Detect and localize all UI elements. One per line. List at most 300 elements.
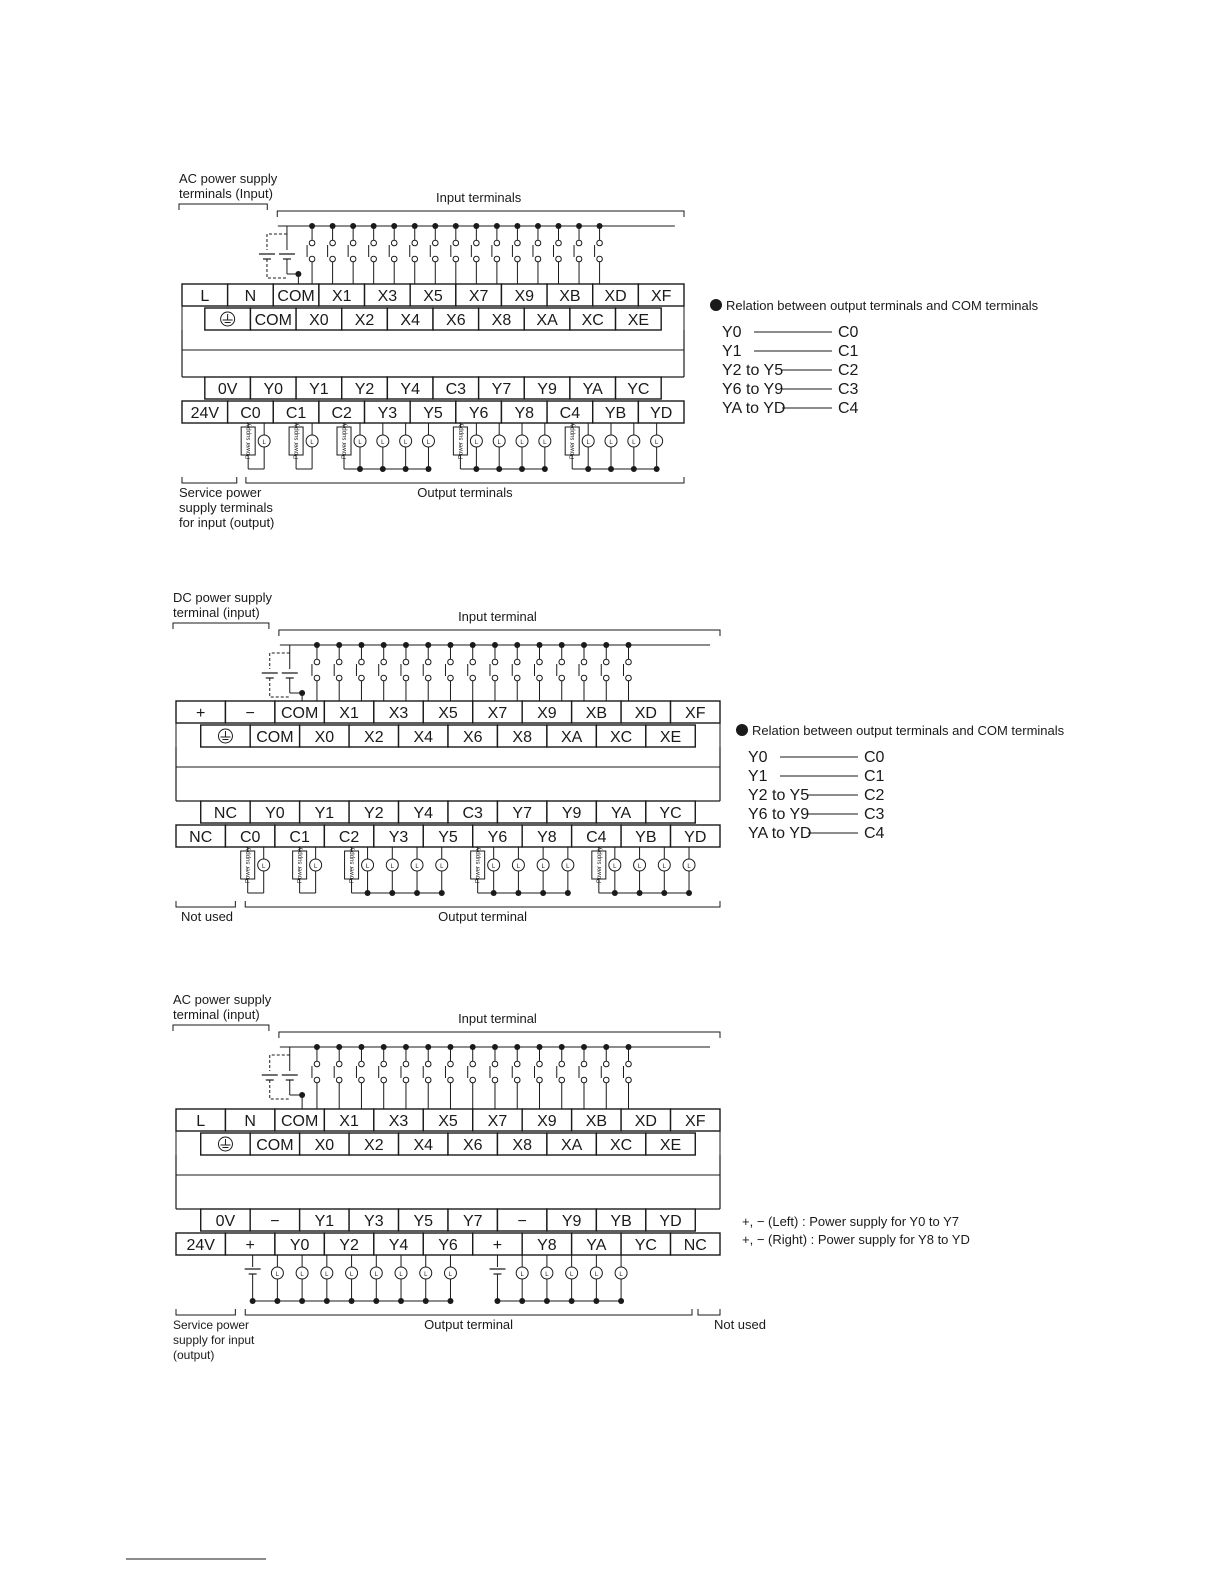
input-switch: [533, 223, 541, 284]
relation-output: Y0: [748, 749, 768, 766]
switch-contact: [330, 256, 336, 262]
output-row4-label: C1: [289, 829, 310, 846]
switch-contact: [391, 256, 397, 262]
relation-output: Y6 to Y9: [748, 806, 810, 823]
input-switch: [410, 223, 418, 284]
output-row4-label: +: [492, 1237, 503, 1254]
input-switch: [490, 642, 498, 701]
input-switch: [401, 642, 409, 701]
input-row2-label: XA: [560, 1137, 583, 1154]
power-bracket: [173, 623, 269, 629]
output-row4-label: Y6: [487, 829, 508, 846]
power-supply-box: [471, 847, 485, 883]
power-supply-label: Power supply: [596, 846, 603, 884]
input-row2-label: XA: [536, 312, 558, 329]
power-supply-label: terminal (input): [173, 605, 260, 620]
switch-contact: [559, 1061, 565, 1067]
battery-icon: [262, 673, 278, 678]
output-row4-label: Y8: [537, 1237, 557, 1254]
input-switch: [490, 1044, 498, 1109]
switch-contact: [626, 1077, 632, 1083]
output-row4-label: C4: [586, 829, 607, 846]
relation-com: C1: [864, 768, 885, 785]
input-row2-label: XC: [609, 729, 633, 746]
bottom-left-label: Service power: [179, 485, 262, 500]
junction-dot: [336, 642, 342, 648]
power-supply-label: Power supply: [458, 422, 465, 460]
power-supply-box: [592, 847, 606, 883]
output-row3-label: −: [270, 1213, 280, 1230]
load-label: L: [424, 1272, 428, 1278]
input-row2-label: X2: [354, 312, 375, 329]
junction-dot: [299, 690, 305, 696]
load-label: L: [516, 864, 521, 870]
relation-com: C4: [864, 825, 885, 842]
battery-icon: [245, 1269, 261, 1274]
switch-contact: [425, 659, 431, 665]
power-supply-label: terminals (Input): [179, 186, 273, 201]
junction-dot: [447, 642, 453, 648]
switch-contact: [432, 240, 438, 246]
input-row1-label: XF: [685, 1113, 706, 1130]
output-row3-label: Y9: [561, 805, 582, 822]
switch-contact: [537, 675, 543, 681]
switch-contact: [359, 1061, 365, 1067]
input-row2-label: X0: [309, 312, 329, 329]
output-row4-label: Y0: [289, 1237, 310, 1254]
input-switch: [579, 1044, 587, 1109]
output-row4-label: Y6: [438, 1237, 458, 1254]
switch-contact: [581, 675, 587, 681]
junction-dot: [492, 642, 498, 648]
input-row1-label: X9: [514, 288, 535, 305]
relation-com: C2: [838, 362, 859, 379]
junction-dot: [556, 223, 562, 229]
input-row1-label: N: [244, 288, 257, 305]
power-supply-box: [293, 847, 307, 883]
junction-dot: [536, 1044, 542, 1050]
switch-contact: [453, 256, 459, 262]
switch-contact: [470, 1077, 476, 1083]
output-row4-label: Y6: [468, 405, 489, 422]
input-row1-label: X7: [487, 1113, 508, 1130]
output-row4-label: YD: [650, 405, 673, 422]
input-row1-label: X3: [388, 1113, 409, 1130]
power-note: +, − (Left) : Power supply for Y0 to Y7: [742, 1214, 960, 1229]
input-row2-label: COM: [256, 729, 294, 746]
input-switch: [512, 642, 520, 701]
junction-dot: [336, 1044, 342, 1050]
load-label: L: [541, 864, 545, 870]
junction-dot: [391, 223, 397, 229]
output-row4-label: YB: [604, 405, 627, 422]
power-supply-box: [241, 423, 255, 459]
switch-contact: [336, 659, 342, 665]
power-supply-label: AC power supply: [173, 992, 272, 1007]
input-switch: [328, 223, 336, 284]
switch-contact: [535, 240, 541, 246]
switch-contact: [432, 256, 438, 262]
output-row3-label: C3: [445, 381, 467, 398]
input-switch: [468, 642, 476, 701]
output-row3-label: Y9: [537, 381, 557, 398]
junction-dot: [425, 642, 431, 648]
switch-contact: [603, 675, 609, 681]
input-row1-label: X1: [339, 1113, 359, 1130]
bottom-left-label: (output): [173, 1348, 215, 1362]
output-row3-label: Y3: [364, 1213, 384, 1230]
switch-contact: [576, 256, 582, 262]
input-switch: [379, 1044, 387, 1109]
load-label: L: [566, 864, 570, 870]
switch-contact: [559, 659, 565, 665]
input-switch: [356, 642, 364, 701]
junction-dot: [371, 223, 377, 229]
switch-contact: [425, 675, 431, 681]
load-label: L: [415, 864, 419, 870]
output-row4-label: +: [245, 1237, 255, 1254]
input-switch: [492, 223, 500, 284]
bottom-left-label: Not used: [181, 909, 234, 924]
power-supply-label: Power supply: [342, 422, 349, 460]
input-row1-label: X7: [468, 288, 489, 305]
input-switch: [579, 642, 587, 701]
input-switch: [471, 223, 479, 284]
output-row3-label: Y9: [561, 1213, 582, 1230]
input-terminal-label: Input terminals: [436, 190, 522, 205]
output-row4-label: Y2: [339, 1237, 359, 1254]
input-switch: [468, 1044, 476, 1109]
power-supply-box: [337, 423, 351, 459]
load-label: L: [358, 440, 362, 446]
output-terminal-label: Output terminal: [424, 1317, 514, 1332]
battery-icon: [279, 254, 295, 259]
power-supply-label: Power supply: [294, 422, 301, 460]
junction-dot: [403, 1044, 409, 1050]
input-switch: [534, 1044, 542, 1109]
input-row1-label: X1: [339, 705, 359, 722]
junction-dot: [626, 642, 632, 648]
input-switch: [451, 223, 459, 284]
bottom-left-label: Service power: [173, 1318, 250, 1332]
relation-title: Relation between output terminals and COM terminals: [752, 723, 1065, 738]
power-supply-label: Power supply: [475, 846, 482, 884]
output-row3-label: Y0: [265, 805, 285, 822]
power-bracket: [173, 1025, 269, 1031]
relation-output: Y0: [722, 324, 742, 341]
bottom-left-label: supply terminals: [179, 500, 273, 515]
input-bracket: [279, 1032, 720, 1038]
switch-contact: [535, 256, 541, 262]
input-row1-label: X9: [537, 705, 557, 722]
input-row2-label: XE: [627, 312, 650, 329]
output-bracket: [245, 901, 720, 907]
input-switch: [512, 1044, 520, 1109]
switch-contact: [597, 240, 603, 246]
switch-contact: [492, 659, 498, 665]
output-row4-label: Y4: [388, 1237, 409, 1254]
load-label: L: [613, 864, 617, 870]
input-switch: [423, 642, 431, 701]
switch-contact: [309, 256, 315, 262]
load-label: L: [325, 1272, 329, 1278]
switch-contact: [453, 240, 459, 246]
input-switch: [356, 1044, 364, 1109]
junction-dot: [432, 223, 438, 229]
relation-com: C0: [864, 749, 885, 766]
switch-contact: [492, 1061, 498, 1067]
relation-output: YA to YD: [748, 825, 812, 842]
switch-contact: [350, 256, 356, 262]
junction-dot: [381, 1044, 387, 1050]
junction-dot: [412, 223, 418, 229]
switch-contact: [556, 256, 562, 262]
output-row4-label: NC: [189, 829, 213, 846]
junction-dot: [381, 642, 387, 648]
relation-output: Y1: [748, 768, 768, 785]
input-bracket: [279, 630, 720, 636]
switch-contact: [336, 675, 342, 681]
switch-contact: [559, 1077, 565, 1083]
output-row4-label: NC: [683, 1237, 707, 1254]
output-terminal-label: Output terminals: [417, 485, 513, 500]
switch-contact: [350, 240, 356, 246]
power-supply-box: [453, 423, 467, 459]
input-switch: [624, 1044, 632, 1109]
output-row4-label: YB: [635, 829, 657, 846]
input-switch: [348, 223, 356, 284]
input-row2-label: XC: [581, 312, 604, 329]
load-label: L: [300, 1272, 304, 1278]
input-row2-label: XC: [609, 1137, 633, 1154]
input-switch: [445, 1044, 453, 1109]
relation-com: C2: [864, 787, 885, 804]
switch-contact: [309, 240, 315, 246]
input-switch: [595, 223, 603, 284]
junction-dot: [581, 1044, 587, 1050]
output-row3-label: Y5: [413, 1213, 434, 1230]
load-label: L: [492, 864, 496, 870]
input-row2-label: X6: [446, 312, 466, 329]
output-row4-label: Y3: [377, 405, 398, 422]
input-row2-label: X4: [413, 1137, 434, 1154]
switch-contact: [448, 1077, 454, 1083]
power-supply-label: Power supply: [297, 846, 304, 884]
output-row4-label: 24V: [190, 405, 220, 422]
input-row1-label: XB: [559, 288, 581, 305]
output-row3-label: Y7: [512, 805, 532, 822]
power-note: +, − (Right) : Power supply for Y8 to YD: [742, 1232, 970, 1247]
junction-dot: [299, 1092, 305, 1098]
input-row1-label: XF: [685, 705, 706, 722]
bottom-left-bracket: [182, 477, 237, 483]
input-row1-label: N: [244, 1113, 256, 1130]
output-row3-label: C3: [462, 805, 483, 822]
output-row4-label: C2: [338, 829, 360, 846]
output-bracket: [246, 477, 684, 483]
input-switch: [401, 1044, 409, 1109]
junction-dot: [514, 1044, 520, 1050]
load-label: L: [586, 440, 590, 446]
load-label: L: [687, 864, 691, 870]
switch-contact: [581, 1061, 587, 1067]
input-row1-label: COM: [280, 705, 319, 722]
load-label: L: [381, 440, 385, 446]
input-switch: [312, 642, 320, 701]
input-bracket: [277, 211, 684, 217]
switch-contact: [597, 256, 603, 262]
output-row3-label: YC: [659, 805, 682, 822]
output-row3-label: YB: [610, 1213, 632, 1230]
junction-dot: [581, 642, 587, 648]
input-row1-label: XD: [604, 288, 627, 305]
relation-com: C3: [838, 381, 859, 398]
input-row1-label: X1: [331, 288, 352, 305]
input-row2-label: X4: [400, 312, 420, 329]
load-label: L: [440, 864, 444, 870]
junction-dot: [597, 223, 603, 229]
output-row3-label: YD: [659, 1213, 682, 1230]
output-bracket: [245, 1309, 692, 1315]
junction-dot: [425, 1044, 431, 1050]
switch-contact: [537, 1077, 543, 1083]
input-row2-label: X0: [314, 729, 335, 746]
switch-contact: [412, 240, 418, 246]
switch-contact: [448, 1061, 454, 1067]
bottom-left-bracket: [176, 901, 235, 907]
switch-contact: [470, 1061, 476, 1067]
output-row4-label: YD: [684, 829, 707, 846]
input-row2-label: X2: [364, 729, 384, 746]
input-switch: [554, 223, 562, 284]
load-label: L: [609, 440, 613, 446]
input-row1-label: X5: [438, 705, 458, 722]
bullet-icon: [736, 724, 748, 736]
switch-contact: [492, 1077, 498, 1083]
power-supply-label: Power supply: [245, 846, 252, 884]
relation-output: Y1: [722, 343, 742, 360]
output-row3-label: Y1: [309, 381, 329, 398]
power-supply-box: [241, 847, 255, 883]
input-switch: [512, 223, 520, 284]
switch-contact: [412, 256, 418, 262]
junction-dot: [473, 223, 479, 229]
switch-contact: [556, 240, 562, 246]
input-switch: [369, 223, 377, 284]
bottom-left-bracket: [176, 1309, 235, 1315]
junction-dot: [314, 1044, 320, 1050]
wiring-diagram-3: [173, 992, 970, 1362]
bottom-left-label: supply for input: [173, 1333, 255, 1347]
power-supply-label: Power supply: [349, 846, 356, 884]
junction-dot: [403, 642, 409, 648]
switch-contact: [537, 659, 543, 665]
switch-contact: [515, 240, 521, 246]
load-label: L: [520, 440, 524, 446]
input-row2-label: COM: [254, 312, 292, 329]
switch-contact: [314, 675, 320, 681]
input-switch: [601, 642, 609, 701]
input-switch: [423, 1044, 431, 1109]
junction-dot: [470, 1044, 476, 1050]
junction-dot: [447, 1044, 453, 1050]
output-row4-label: Y8: [514, 405, 535, 422]
output-row3-label: Y7: [462, 1213, 483, 1230]
junction-dot: [514, 642, 520, 648]
power-supply-box: [289, 423, 303, 459]
relation-com: C4: [838, 400, 859, 417]
power-supply-label: AC power supply: [179, 171, 278, 186]
wiring-diagram-2: [173, 590, 1065, 924]
input-row1-label: XD: [634, 705, 657, 722]
switch-contact: [314, 659, 320, 665]
alt-source-wire: [267, 234, 287, 250]
switch-contact: [381, 1061, 387, 1067]
input-row1-label: X3: [388, 705, 409, 722]
alt-source-wire: [270, 653, 290, 669]
output-row3-label: −: [517, 1213, 527, 1230]
battery-icon: [262, 1075, 278, 1080]
input-row2-label: X6: [462, 1137, 483, 1154]
output-row4-label: 24V: [186, 1237, 215, 1254]
power-supply-label: Power supply: [570, 422, 577, 460]
output-row4-label: YA: [586, 1237, 607, 1254]
not-used-label: Not used: [713, 1317, 767, 1332]
junction-dot: [559, 1044, 565, 1050]
load-label: L: [594, 1272, 599, 1278]
input-row2-label: X8: [512, 729, 532, 746]
bullet-icon: [710, 299, 722, 311]
switch-contact: [381, 675, 387, 681]
load-label: L: [262, 440, 266, 446]
switch-contact: [403, 1077, 409, 1083]
switch-contact: [603, 1061, 609, 1067]
input-switch: [379, 642, 387, 701]
output-row3-label: YC: [627, 381, 650, 398]
junction-dot: [350, 223, 356, 229]
load-label: L: [569, 1272, 574, 1278]
input-switch: [334, 642, 342, 701]
input-row1-label: XB: [585, 1113, 608, 1130]
switch-contact: [425, 1077, 431, 1083]
switch-contact: [359, 675, 365, 681]
output-row4-label: C0: [240, 405, 261, 422]
junction-dot: [514, 223, 520, 229]
output-row4-label: C1: [285, 405, 307, 422]
power-supply-label: terminal (input): [173, 1007, 260, 1022]
battery-icon: [489, 1269, 505, 1274]
junction-dot: [314, 642, 320, 648]
switch-contact: [336, 1077, 342, 1083]
input-switch: [557, 642, 565, 701]
switch-contact: [391, 240, 397, 246]
output-row3-label: Y4: [413, 805, 434, 822]
input-row1-label: COM: [280, 1113, 319, 1130]
input-row1-label: X7: [487, 705, 508, 722]
load-label: L: [543, 440, 547, 446]
switch-contact: [470, 675, 476, 681]
input-row2-label: X8: [491, 312, 512, 329]
switch-contact: [474, 256, 480, 262]
switch-contact: [314, 1061, 320, 1067]
switch-contact: [448, 659, 454, 665]
junction-dot: [453, 223, 459, 229]
switch-contact: [559, 675, 565, 681]
input-terminal-label: Input terminal: [458, 1011, 537, 1026]
input-switch: [307, 223, 315, 284]
switch-contact: [474, 240, 480, 246]
relation-title: Relation between output terminals and COM terminals: [726, 298, 1039, 313]
